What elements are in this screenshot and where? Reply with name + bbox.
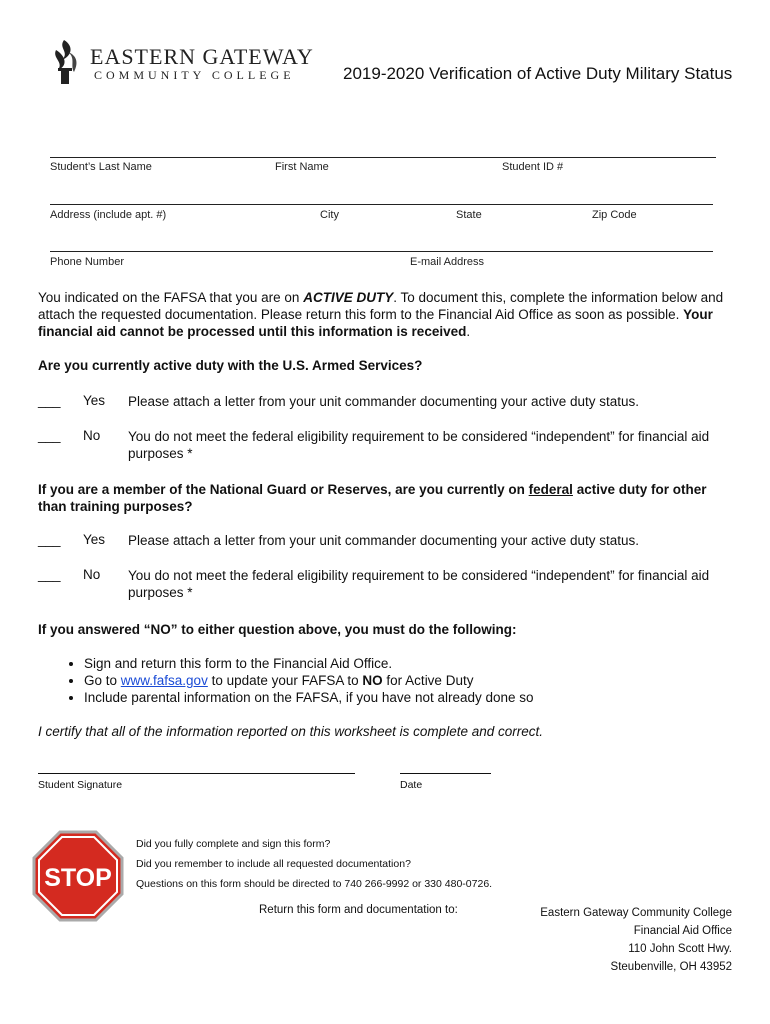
college-logo — [50, 38, 314, 88]
intro-paragraph — [38, 289, 738, 340]
intro-text-2: . To document this, complete the information below and attach the requested documentation. Please return this form to the Financial Aid Office as soon as possible. — [38, 290, 724, 322]
stop-sign-text: STOP — [44, 864, 112, 892]
checklist-item-3: Questions on this form should be directed to 740 266-9992 or 330 480-0726. — [136, 878, 493, 890]
fafsa-link[interactable]: www.fafsa.gov — [120, 673, 208, 688]
field-line-address[interactable] — [50, 204, 713, 205]
instruction-2-no: NO — [362, 673, 383, 688]
mailing-address — [540, 904, 732, 976]
instruction-item-2 — [84, 672, 744, 689]
document-title: 2019-2020 Verification of Active Duty Military Status — [343, 64, 733, 83]
last-name-label: Student’s Last Name — [50, 161, 152, 173]
intro-bold-text: Your financial aid cannot be processed until this information is received — [38, 307, 713, 339]
instruction-2-post: for Active Duty — [382, 673, 474, 688]
q2-no-text: You do not meet the federal eligibility requirement to be considered “independent” for financial aid purposes * — [128, 568, 710, 600]
student-signature-line[interactable] — [38, 773, 355, 774]
city-label: City — [320, 209, 339, 221]
instruction-item-3: • Include parental information on the FAFSA, if you have not already done so — [84, 689, 744, 706]
q1-yes-label: Yes — [83, 393, 106, 408]
q1-no-text: You do not meet the federal eligibility requirement to be considered “independent” for financial aid purposes * — [128, 429, 710, 461]
checklist-item-2: Did you remember to include all requested documentation? — [136, 858, 411, 870]
q2-no-label: No — [83, 567, 101, 582]
q2-text-1: If you are a member of the National Guard or Reserves, are you currently on — [38, 482, 529, 497]
address-line-2: Financial Aid Office — [633, 925, 732, 937]
email-label: E-mail Address — [410, 256, 484, 268]
question-1: Are you currently active duty with the U.S. Armed Services? — [38, 358, 423, 373]
first-name-label: First Name — [275, 161, 329, 173]
return-label: Return this form and documentation to: — [259, 904, 458, 916]
q2-no-blank[interactable]: ___ — [38, 567, 61, 582]
q2-text-2: active duty for other than training purposes? — [38, 482, 707, 514]
q2-yes-label: Yes — [83, 532, 106, 547]
instructions-heading: If you answered “NO” to either question above, you must do the following: — [38, 622, 517, 637]
field-line-name[interactable] — [50, 157, 716, 158]
state-label: State — [456, 209, 482, 221]
q2-federal: federal — [528, 482, 573, 497]
final-checklist — [136, 834, 492, 894]
phone-label: Phone Number — [50, 256, 124, 268]
instruction-item-1: • Sign and return this form to the Financial Aid Office. — [84, 655, 744, 672]
address-line-4: Steubenville, OH 43952 — [610, 961, 732, 973]
checklist-item-1: Did you fully complete and sign this form? — [136, 838, 331, 850]
certification-statement: I certify that all of the information reported on this worksheet is complete and correct. — [38, 724, 543, 739]
logo-line2: COMMUNITY COLLEGE — [94, 68, 295, 82]
intro-end: . — [466, 324, 471, 339]
q1-no-label: No — [83, 428, 101, 443]
stop-sign-icon — [32, 830, 124, 922]
q1-yes-text: Please attach a letter from your unit commander documenting your active duty status. — [128, 394, 640, 409]
torch-flame-icon — [50, 38, 80, 86]
date-line[interactable] — [400, 773, 491, 774]
q1-yes-blank[interactable]: ___ — [38, 393, 61, 408]
instruction-2-pre: Go to — [84, 673, 121, 688]
logo-line1: EASTERN GATEWAY — [90, 44, 314, 69]
address-label: Address (include apt. #) — [50, 209, 167, 221]
instructions-list — [64, 655, 744, 706]
student-signature-label: Student Signature — [38, 779, 123, 791]
date-label: Date — [400, 779, 423, 791]
address-line-3: 110 John Scott Hwy. — [628, 943, 732, 955]
instruction-2-mid: to update your FAFSA to — [207, 673, 363, 688]
zip-label: Zip Code — [592, 209, 637, 221]
intro-active-duty: ACTIVE DUTY — [303, 290, 394, 305]
field-line-contact[interactable] — [50, 251, 713, 252]
q2-yes-blank[interactable]: ___ — [38, 532, 61, 547]
address-line-1: Eastern Gateway Community College — [540, 907, 732, 919]
intro-text-1: You indicated on the FAFSA that you are on — [38, 290, 304, 305]
student-id-label: Student ID # — [502, 161, 564, 173]
question-2 — [38, 481, 738, 515]
q2-yes-text: Please attach a letter from your unit commander documenting your active duty status. — [128, 533, 640, 548]
q1-no-blank[interactable]: ___ — [38, 428, 61, 443]
